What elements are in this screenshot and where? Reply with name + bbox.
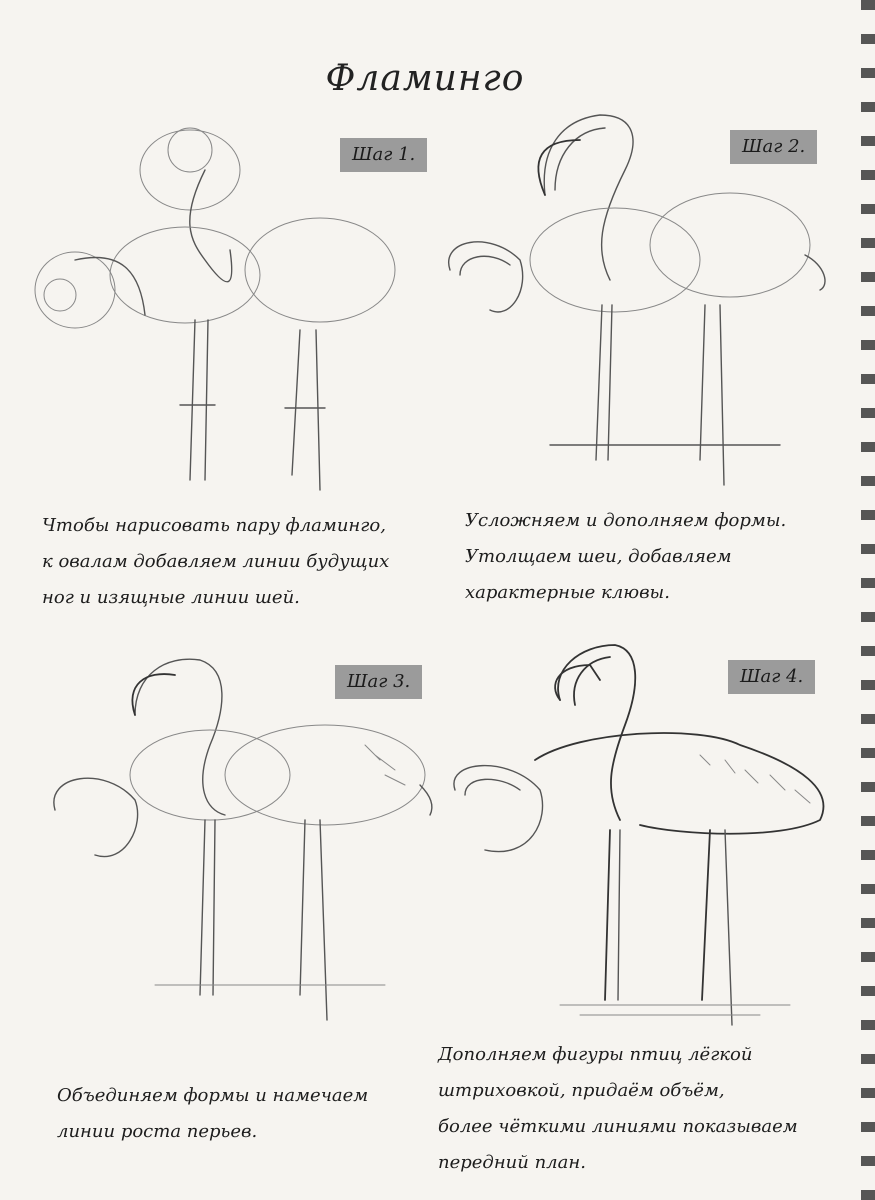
step-4-caption (438, 1037, 798, 1181)
caption-line: Дополняем фигуры птиц лёгкой (438, 1044, 753, 1065)
caption-line: ног и изящные линии шей. (42, 587, 300, 608)
caption-line: характерные клювы. (465, 582, 670, 603)
page-title: Фламинго (325, 58, 525, 99)
caption-line: линии роста перьев. (57, 1121, 258, 1142)
caption-line: Усложняем и дополняем формы. (465, 510, 787, 531)
step-3-badge: Шаг 3. (335, 665, 422, 699)
step-3-caption (57, 1078, 368, 1150)
step-2-caption (465, 503, 786, 611)
step-2-badge: Шаг 2. (730, 130, 817, 164)
step-1-caption (42, 508, 389, 616)
caption-line: к овалам добавляем линии будущих (42, 551, 390, 572)
caption-line: Чтобы нарисовать пару фламинго, (42, 515, 386, 536)
caption-line: штриховкой, придаём объём, (438, 1080, 725, 1101)
caption-line: более чёткими линиями показываем (438, 1116, 798, 1137)
step-1-badge: Шаг 1. (340, 138, 427, 172)
caption-line: передний план. (438, 1152, 586, 1173)
caption-line: Утолщаем шеи, добавляем (465, 546, 732, 567)
caption-line: Объединяем формы и намечаем (57, 1085, 369, 1106)
spiral-binding (861, 0, 875, 1200)
step-4-badge: Шаг 4. (728, 660, 815, 694)
